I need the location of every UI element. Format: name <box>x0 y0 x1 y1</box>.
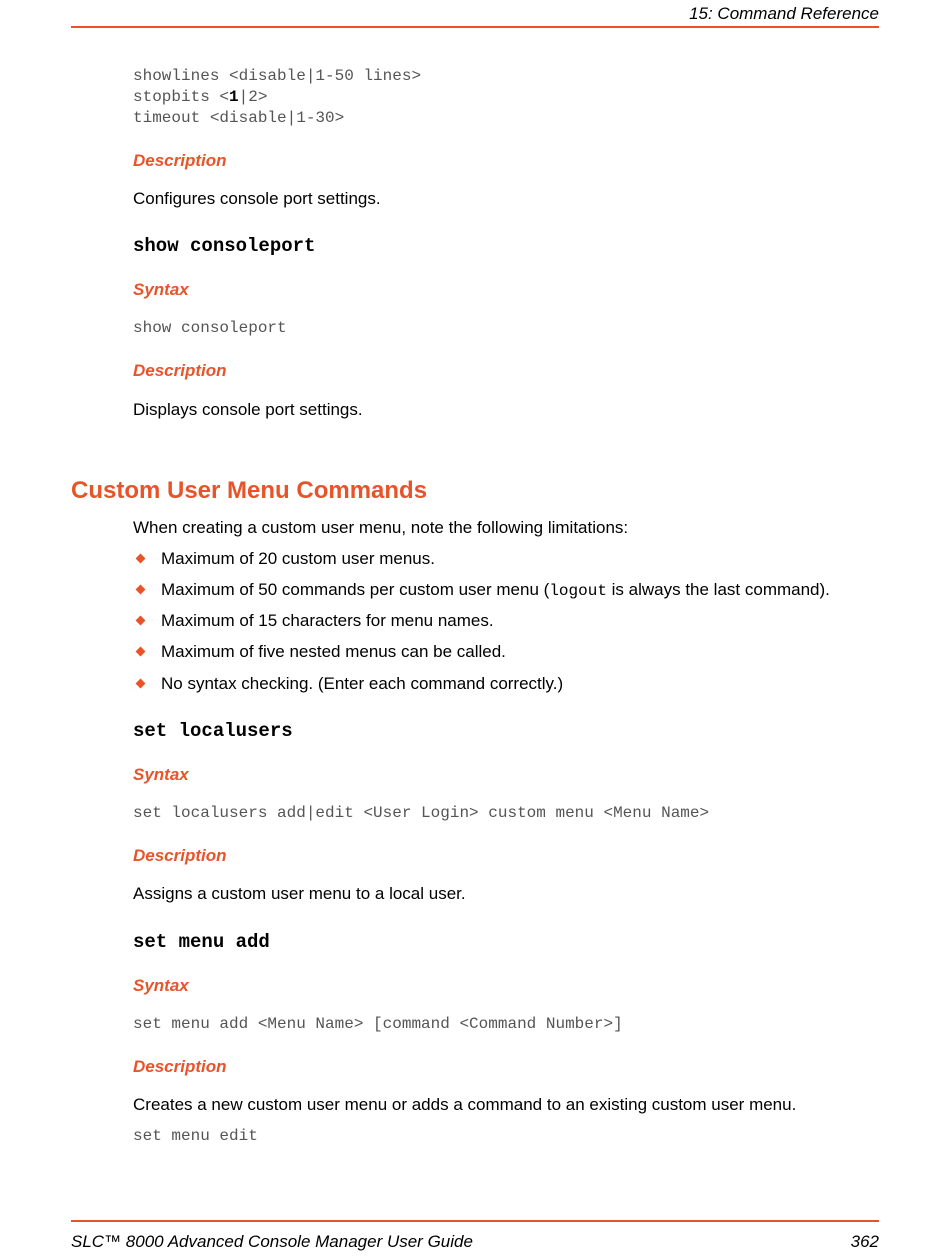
syntax-line: set menu add <Menu Name> [command <Command Number>] <box>133 1015 623 1033</box>
bullet-diamond-icon <box>136 616 146 626</box>
description-label: Description <box>133 151 227 170</box>
section-heading: Custom User Menu Commands <box>71 477 428 504</box>
syntax-line: show consoleport <box>133 319 287 337</box>
chapter-header: 15: Command Reference <box>689 4 879 23</box>
inline-code: logout <box>549 582 607 600</box>
description-text: Creates a new custom user menu or adds a command to an existing custom user menu. <box>133 1095 797 1114</box>
command-title: show consoleport <box>133 235 316 257</box>
syntax-line: set localusers add|edit <User Login> custom menu <Menu Name> <box>133 804 710 822</box>
bullet-diamond-icon <box>136 554 146 564</box>
default-value: 1 <box>229 88 239 106</box>
description-label: Description <box>133 1057 227 1076</box>
syntax-line-timeout: timeout <disable|1-30> <box>133 109 345 127</box>
section-intro: When creating a custom user menu, note the following limitations: <box>133 518 629 537</box>
footer-rule <box>71 1220 879 1222</box>
description-text: Configures console port settings. <box>133 189 381 208</box>
list-item: Maximum of 20 custom user menus. <box>133 549 435 569</box>
bullet-diamond-icon <box>136 585 146 595</box>
page-number: 362 <box>850 1232 879 1251</box>
syntax-label: Syntax <box>133 976 189 995</box>
syntax-label: Syntax <box>133 280 189 299</box>
list-item: Maximum of 50 commands per custom user menu (logout is always the last command). <box>133 580 830 600</box>
command-title: set localusers <box>133 720 293 742</box>
syntax-line-stopbits: stopbits <1|2> <box>133 88 268 106</box>
syntax-line: set menu edit <box>133 1127 258 1145</box>
description-text: Displays console port settings. <box>133 400 363 419</box>
bullet-diamond-icon <box>136 679 146 689</box>
syntax-line-showlines: showlines <disable|1-50 lines> <box>133 67 422 85</box>
command-title: set menu add <box>133 931 270 953</box>
list-item: No syntax checking. (Enter each command correctly.) <box>133 674 563 694</box>
list-item: Maximum of 15 characters for menu names. <box>133 611 494 631</box>
description-label: Description <box>133 361 227 380</box>
bullet-diamond-icon <box>136 647 146 657</box>
syntax-label: Syntax <box>133 765 189 784</box>
list-item: Maximum of five nested menus can be called. <box>133 642 506 662</box>
header-rule <box>71 26 879 28</box>
description-text: Assigns a custom user menu to a local user. <box>133 884 466 903</box>
description-label: Description <box>133 846 227 865</box>
footer-title: SLC™ 8000 Advanced Console Manager User Guide <box>71 1232 473 1251</box>
